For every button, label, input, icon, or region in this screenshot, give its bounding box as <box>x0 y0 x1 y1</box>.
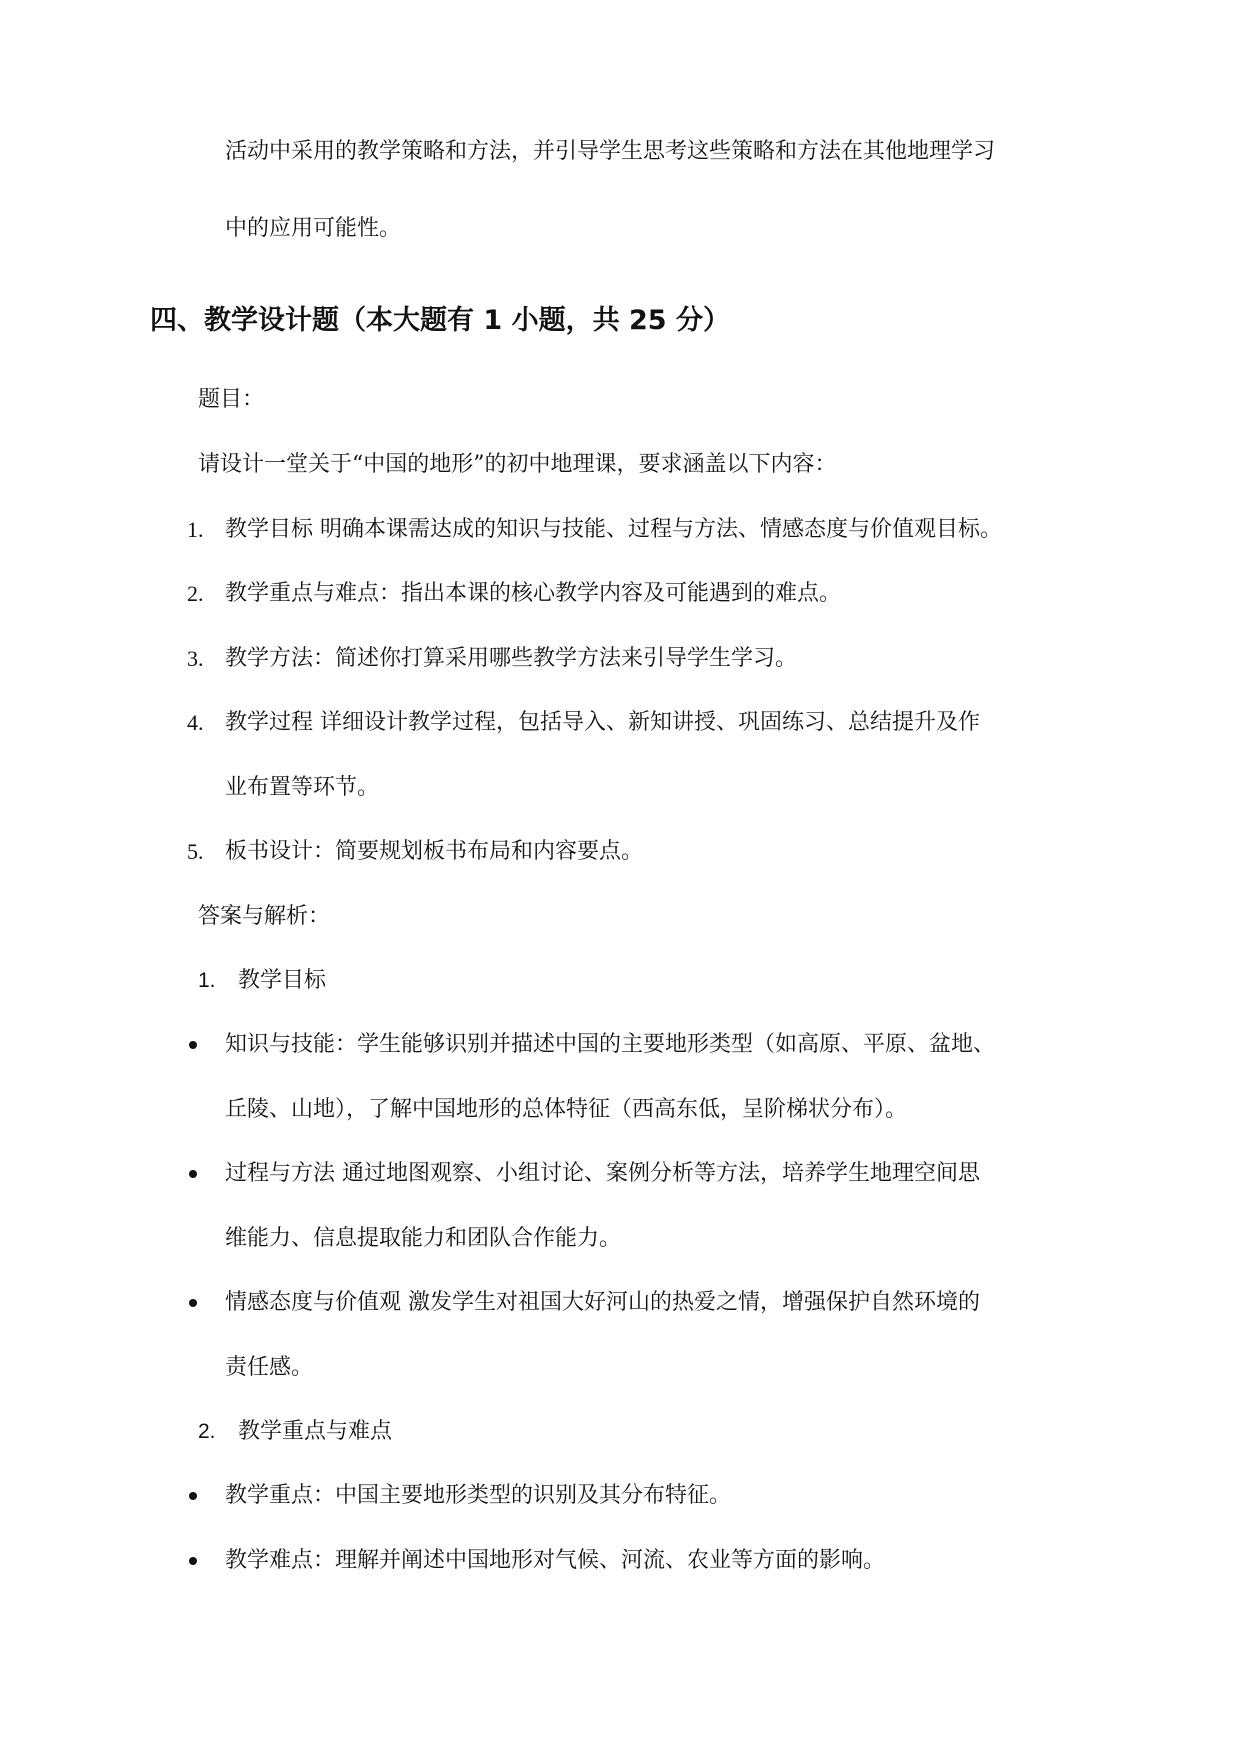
answer-subheading-objectives: 教学目标 <box>238 968 327 993</box>
bullet-icon <box>189 1170 197 1178</box>
answer-label: 答案与解析： <box>198 904 331 929</box>
requirement-number: 5. <box>187 839 204 864</box>
requirement-item-key-points: 教学重点与难点：指出本课的核心教学内容及可能遇到的难点。 <box>225 581 842 606</box>
question-prompt: 请设计一堂关于“中国的地形”的初中地理课，要求涵盖以下内容： <box>198 452 837 477</box>
bullet-attitudes-values: 情感态度与价值观 激发学生对祖国大好河山的热爱之情，增强保护自然环境的 <box>225 1290 980 1315</box>
intro-line-2: 中的应用可能性。 <box>225 216 402 241</box>
requirement-item-methods: 教学方法：简述你打算采用哪些教学方法来引导学生学习。 <box>225 646 798 671</box>
bullet-key-point: 教学重点：中国主要地形类型的识别及其分布特征。 <box>225 1483 732 1508</box>
requirement-item-process-cont: 业布置等环节。 <box>225 775 380 800</box>
intro-line-1: 活动中采用的教学策略和方法，并引导学生思考这些策略和方法在其他地理学习 <box>225 139 996 164</box>
bullet-icon <box>189 1041 197 1049</box>
bullet-icon <box>189 1492 197 1500</box>
bullet-process-methods: 过程与方法 通过地图观察、小组讨论、案例分析等方法，培养学生地理空间思 <box>225 1161 980 1186</box>
bullet-knowledge-skills-cont: 丘陵、山地），了解中国地形的总体特征（西高东低，呈阶梯状分布）。 <box>225 1097 908 1122</box>
bullet-attitudes-values-cont: 责任感。 <box>225 1355 314 1380</box>
question-label: 题目： <box>198 387 265 412</box>
requirement-item-process: 教学过程 详细设计教学过程，包括导入、新知讲授、巩固练习、总结提升及作 <box>225 710 980 735</box>
section-heading: 四、教学设计题（本大题有 1 小题，共 25 分） <box>150 305 730 336</box>
answer-subheading-number: 1. <box>198 969 216 992</box>
requirement-number: 4. <box>187 710 204 735</box>
bullet-icon <box>189 1557 197 1565</box>
bullet-process-methods-cont: 维能力、信息提取能力和团队合作能力。 <box>225 1226 622 1251</box>
bullet-knowledge-skills: 知识与技能：学生能够识别并描述中国的主要地形类型（如高原、平原、盆地、 <box>225 1032 996 1057</box>
requirement-item-objectives: 教学目标 明确本课需达成的知识与技能、过程与方法、情感态度与价值观目标。 <box>225 517 1002 542</box>
bullet-difficult-point: 教学难点：理解并阐述中国地形对气候、河流、农业等方面的影响。 <box>225 1548 886 1573</box>
answer-subheading-number: 2. <box>198 1420 216 1443</box>
bullet-icon <box>189 1299 197 1307</box>
requirement-number: 3. <box>187 646 204 671</box>
requirement-number: 2. <box>187 581 204 606</box>
requirement-number: 1. <box>187 517 204 542</box>
answer-subheading-key-difficult: 教学重点与难点 <box>238 1419 393 1444</box>
requirement-item-board: 板书设计：简要规划板书布局和内容要点。 <box>225 839 644 864</box>
